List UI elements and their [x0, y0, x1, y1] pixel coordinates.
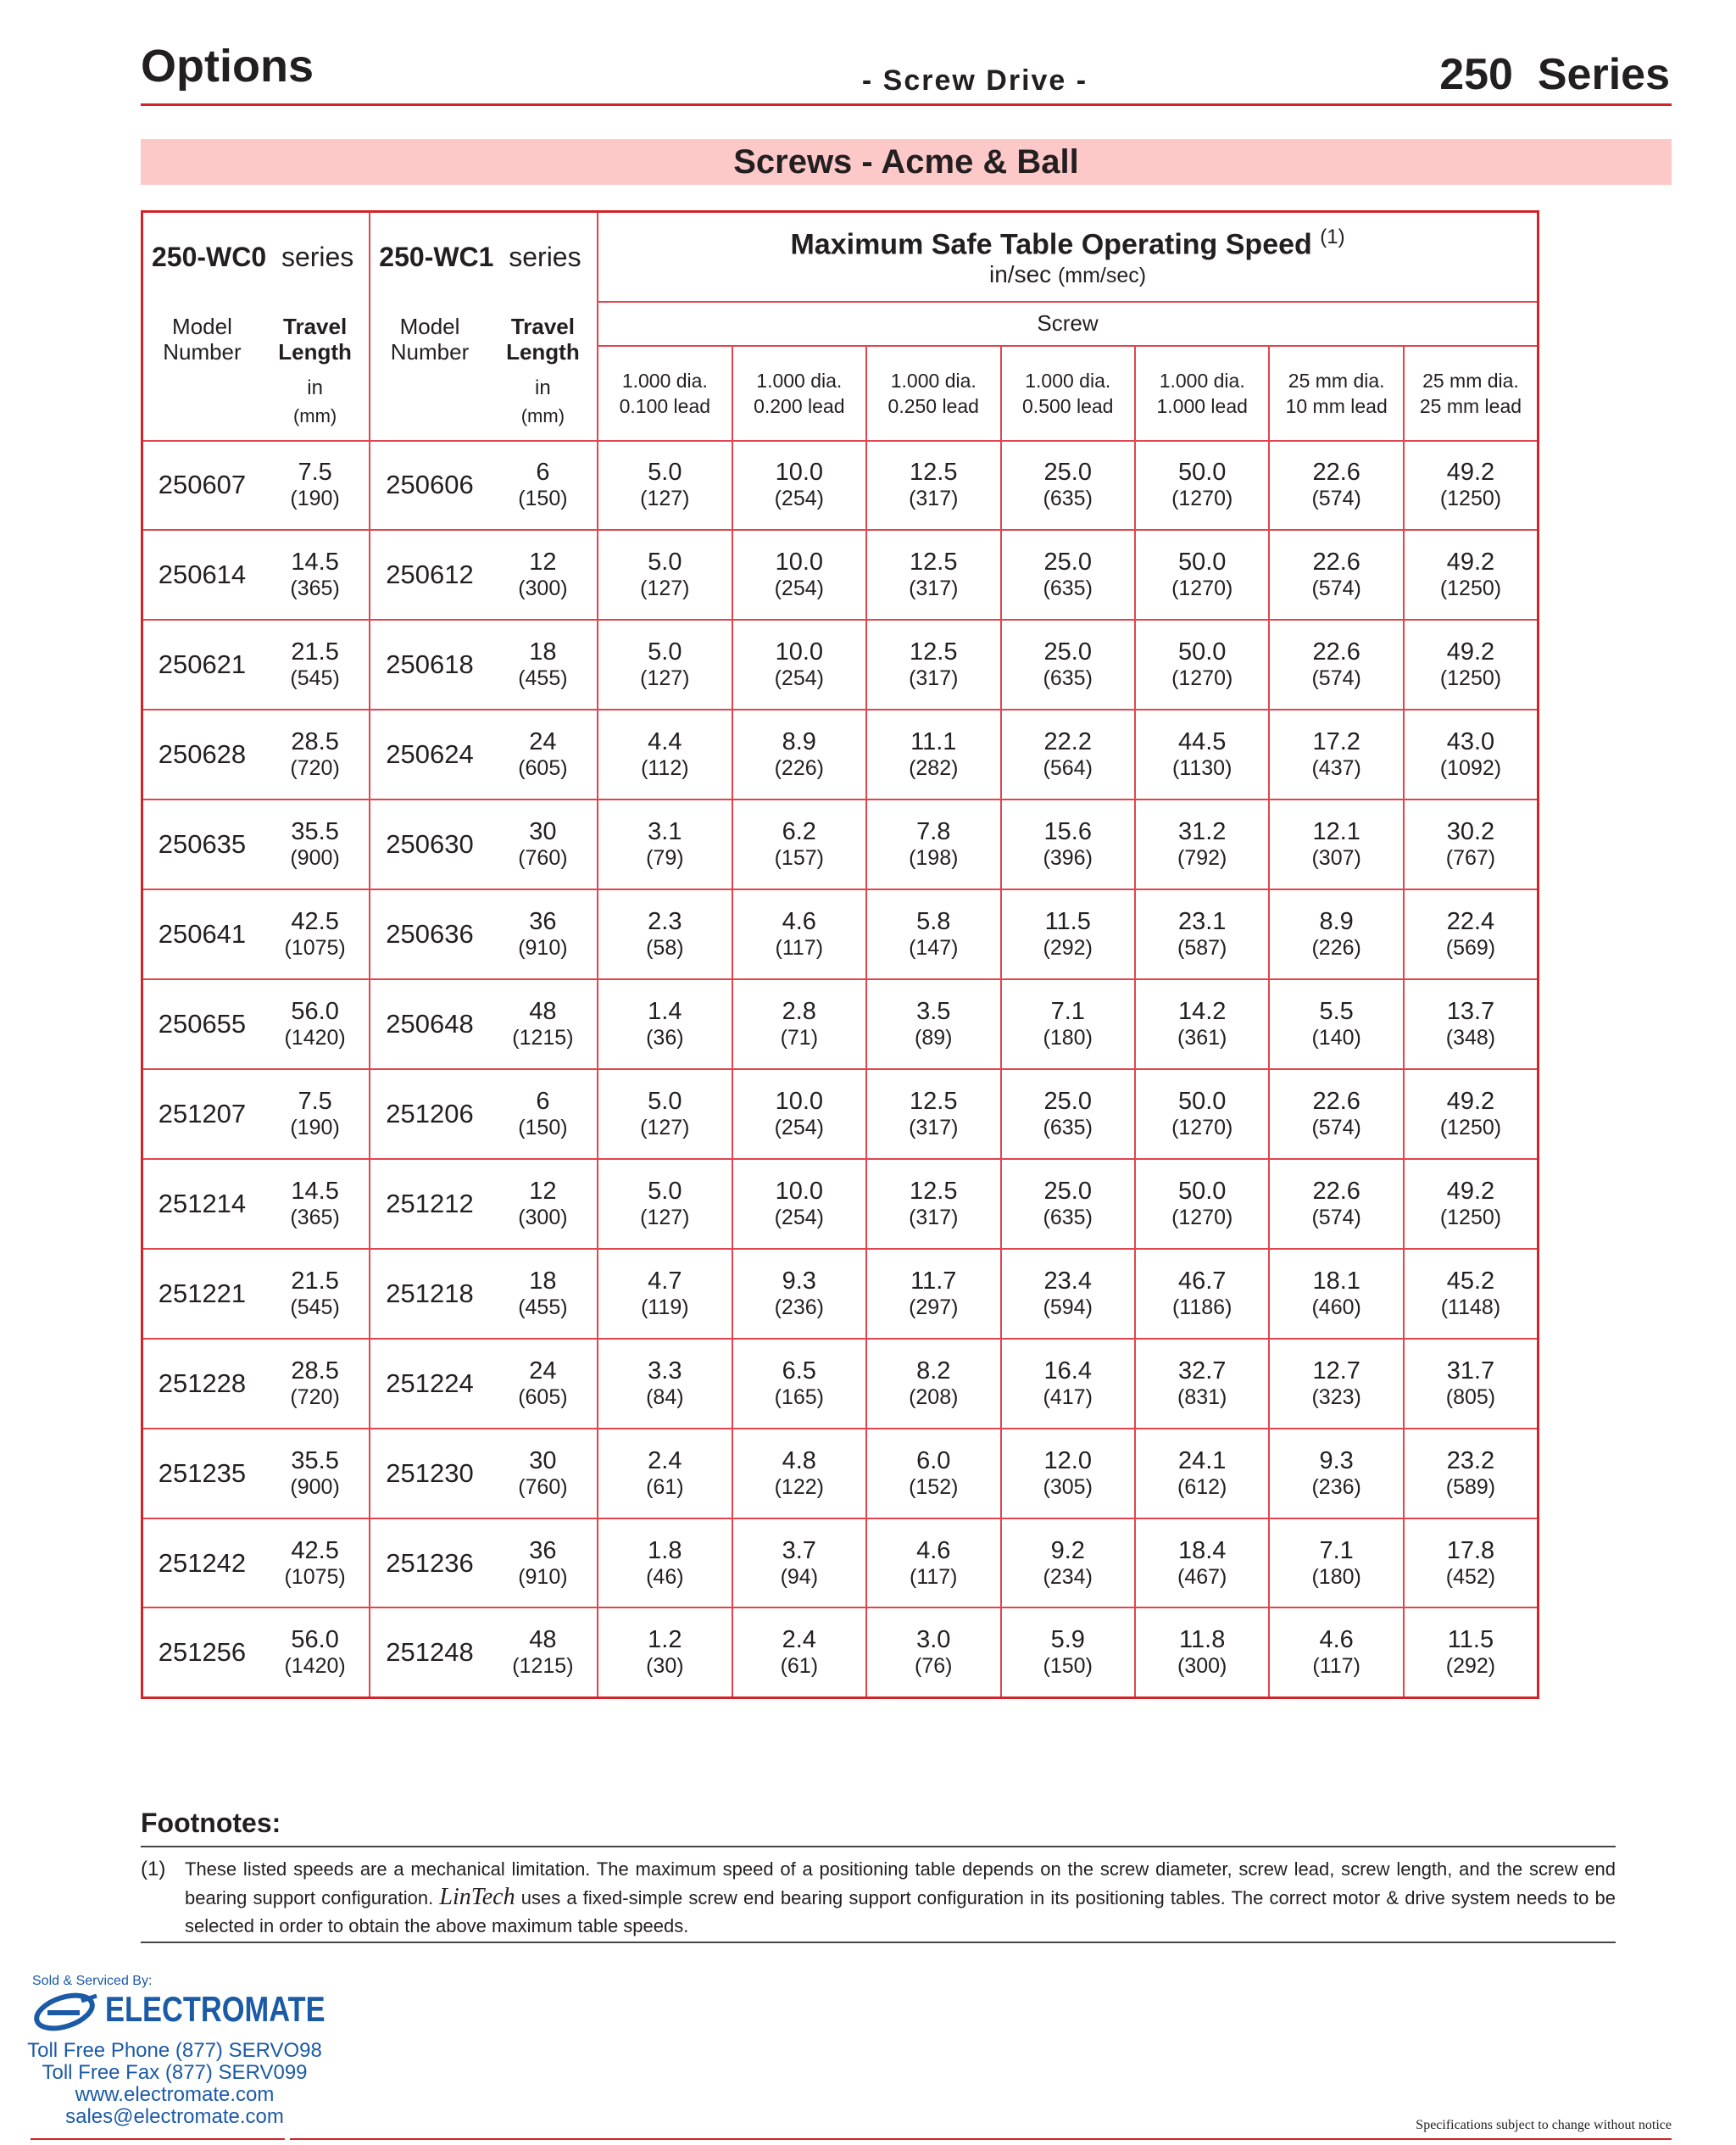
table-row: [142, 889, 1538, 979]
speed-cell: 25.0 (635): [1001, 620, 1135, 710]
wc0-model-number: 251242: [142, 1518, 261, 1608]
speed-cell: 31.7 (805): [1404, 1339, 1538, 1429]
speed-cell: 15.6 (396): [1001, 800, 1135, 889]
screw-size-header: [732, 346, 866, 441]
speed-cell: 50.0 (1270): [1135, 441, 1269, 531]
wc1-model-number: 250612: [370, 530, 488, 620]
wc1-series-code: 250-WC1: [379, 241, 494, 272]
table-row: [142, 1607, 1538, 1697]
speed-cell: 10.0 (254): [732, 441, 866, 531]
speed-cell: 30.2 (767): [1404, 800, 1538, 889]
wc0-travel-length: 35.5 (900): [261, 1429, 370, 1518]
wc1-travel-length: 36 (910): [489, 1518, 598, 1608]
speed-cell: 25.0 (635): [1001, 530, 1135, 620]
speed-cell: 11.5 (292): [1404, 1607, 1538, 1697]
wc1-travel-length: 6 (150): [489, 1069, 598, 1159]
wc0-model-number: 250635: [142, 800, 261, 889]
speed-cell: 32.7 (831): [1135, 1339, 1269, 1429]
speed-cell: 13.7 (348): [1404, 979, 1538, 1069]
speed-cell: 3.1 (79): [598, 800, 732, 889]
footer-divider: [290, 2138, 1672, 2140]
screw-header: Screw: [598, 302, 1538, 346]
speed-cell: 22.6 (574): [1269, 530, 1403, 620]
speed-cell: 22.6 (574): [1269, 1159, 1403, 1249]
wc1-travel-length: 12 (300): [489, 1159, 598, 1249]
speed-cell: 4.7 (119): [598, 1249, 732, 1339]
wc0-travel-length: 56.0 (1420): [261, 979, 370, 1069]
speed-cell: 5.5 (140): [1269, 979, 1403, 1069]
wc1-travel-length: 24 (605): [489, 710, 598, 800]
speed-cell: 8.9 (226): [732, 710, 866, 800]
speed-cell: 22.6 (574): [1269, 1069, 1403, 1159]
speed-cell: 6.5 (165): [732, 1339, 866, 1429]
screw-size-header: [866, 346, 1000, 441]
screw-diameter: 1.000 dia.: [1025, 369, 1111, 392]
wc0-model-number: 251221: [142, 1249, 261, 1339]
speed-cell: 25.0 (635): [1001, 1069, 1135, 1159]
speed-cell: 44.5 (1130): [1135, 710, 1269, 800]
speed-cell: 49.2 (1250): [1404, 620, 1538, 710]
speed-cell: 12.1 (307): [1269, 800, 1403, 889]
speed-cell: 5.0 (127): [598, 441, 732, 531]
speed-cell: 9.3 (236): [1269, 1429, 1403, 1518]
wc1-travel-length: 18 (455): [489, 620, 598, 710]
wc0-model-header: Model Number: [142, 302, 261, 441]
speed-cell: 5.0 (127): [598, 620, 732, 710]
speed-cell: 12.5 (317): [866, 530, 1000, 620]
screw-diameter: 25 mm dia.: [1422, 369, 1519, 392]
footnotes-divider-top: [141, 1846, 1616, 1847]
speed-cell: 1.2 (30): [598, 1607, 732, 1697]
wc1-model-number: 251206: [370, 1069, 488, 1159]
wc0-model-number: 251228: [142, 1339, 261, 1429]
wc0-travel-length: 14.5 (365): [261, 530, 370, 620]
speed-cell: 12.7 (323): [1269, 1339, 1403, 1429]
screw-lead: 0.100 lead: [619, 394, 711, 417]
wc1-travel-length: 6 (150): [489, 441, 598, 531]
table-row: [142, 1249, 1538, 1339]
wc1-travel-length: 30 (760): [489, 1429, 598, 1518]
wc1-model-number: 251236: [370, 1518, 488, 1608]
max-speed-units: in/sec (mm/sec): [989, 260, 1147, 287]
wc0-model-number: 250614: [142, 530, 261, 620]
speed-cell: 50.0 (1270): [1135, 530, 1269, 620]
wc0-model-number: 250607: [142, 441, 261, 531]
table-row: [142, 441, 1538, 531]
wc1-travel-header: Travel Length in (mm): [489, 302, 598, 441]
speed-cell: 8.2 (208): [866, 1339, 1000, 1429]
speed-cell: 49.2 (1250): [1404, 1069, 1538, 1159]
speed-table: [141, 210, 1539, 1699]
speed-cell: 17.8 (452): [1404, 1518, 1538, 1608]
speed-cell: 49.2 (1250): [1404, 530, 1538, 620]
footnotes-title: Footnotes:: [141, 1808, 281, 1838]
speed-cell: 3.3 (84): [598, 1339, 732, 1429]
screw-size-header: [1269, 346, 1403, 441]
speed-cell: 9.3 (236): [732, 1249, 866, 1339]
table-row: [142, 979, 1538, 1069]
speed-cell: 5.8 (147): [866, 889, 1000, 979]
speed-cell: 22.6 (574): [1269, 620, 1403, 710]
table-row: [142, 620, 1538, 710]
speed-cell: 50.0 (1270): [1135, 1159, 1269, 1249]
wc0-travel-length: 7.5 (190): [261, 1069, 370, 1159]
speed-cell: 5.0 (127): [598, 530, 732, 620]
speed-cell: 1.8 (46): [598, 1518, 732, 1608]
screw-diameter: 1.000 dia.: [890, 369, 976, 392]
wc0-travel-length: 42.5 (1075): [261, 1518, 370, 1608]
speed-cell: 5.0 (127): [598, 1159, 732, 1249]
speed-cell: 4.6 (117): [732, 889, 866, 979]
wc0-model-number: 250628: [142, 710, 261, 800]
footnotes-divider-bottom: [141, 1942, 1616, 1943]
footnote-text: These listed speeds are a mechanical limitation. The maximum speed of a positioning table depends on the screw diameter, screw lead, screw length, and the screw end bearing support configuration. LinTech uses a fixed-simple screw end bearing support configuration in its positioning tables. The correct motor & drive system needs to be selected in order to obtain the above maximum table speeds.: [185, 1858, 1616, 1936]
screw-lead: 0.500 lead: [1022, 394, 1114, 417]
wc1-travel-length: 12 (300): [489, 530, 598, 620]
wc1-travel-length: 24 (605): [489, 1339, 598, 1429]
dealer-phone: Toll Free Phone (877) SERVO98: [27, 2039, 322, 2062]
wc1-model-number: 250630: [370, 800, 488, 889]
speed-cell: 17.2 (437): [1269, 710, 1403, 800]
wc0-model-number: 250641: [142, 889, 261, 979]
speed-cell: 23.4 (594): [1001, 1249, 1135, 1339]
table-body: [142, 441, 1538, 1698]
speed-cell: 12.5 (317): [866, 1159, 1000, 1249]
speed-cell: 5.0 (127): [598, 1069, 732, 1159]
speed-cell: 25.0 (635): [1001, 1159, 1135, 1249]
speed-cell: 22.4 (569): [1404, 889, 1538, 979]
wc0-series-word: series: [281, 241, 354, 272]
speed-cell: 14.2 (361): [1135, 979, 1269, 1069]
footnote-number: (1): [141, 1858, 166, 1880]
wc1-model-number: 250606: [370, 441, 488, 531]
screw-lead: 0.250 lead: [887, 394, 979, 417]
dealer-name: ELECTROMATE: [105, 1989, 326, 2029]
wc0-travel-header: Travel Length in (mm): [261, 302, 370, 441]
speed-cell: 2.8 (71): [732, 979, 866, 1069]
series-label: 250 Series: [1439, 50, 1670, 99]
wc0-model-number: 251207: [142, 1069, 261, 1159]
footnote-ref: (1): [1320, 225, 1345, 248]
wc0-model-number: 251256: [142, 1607, 261, 1697]
wc1-model-header: Model Number: [370, 302, 488, 441]
speed-cell: 49.2 (1250): [1404, 441, 1538, 531]
table-row: [142, 1429, 1538, 1518]
speed-cell: 10.0 (254): [732, 530, 866, 620]
speed-cell: 10.0 (254): [732, 1069, 866, 1159]
speed-cell: 18.4 (467): [1135, 1518, 1269, 1608]
speed-cell: 9.2 (234): [1001, 1518, 1135, 1608]
speed-cell: 4.4 (112): [598, 710, 732, 800]
speed-cell: 7.8 (198): [866, 800, 1000, 889]
wc0-travel-length: 14.5 (365): [261, 1159, 370, 1249]
speed-cell: 25.0 (635): [1001, 441, 1135, 531]
speed-cell: 50.0 (1270): [1135, 1069, 1269, 1159]
speed-cell: 10.0 (254): [732, 1159, 866, 1249]
wc1-travel-length: 18 (455): [489, 1249, 598, 1339]
speed-cell: 2.4 (61): [598, 1429, 732, 1518]
wc0-series-code: 250-WC0: [152, 241, 267, 272]
speed-cell: 46.7 (1186): [1135, 1249, 1269, 1339]
screw-diameter: 1.000 dia.: [1159, 369, 1245, 392]
table-row: [142, 1339, 1538, 1429]
wc0-travel-length: 21.5 (545): [261, 620, 370, 710]
speed-cell: 16.4 (417): [1001, 1339, 1135, 1429]
speed-cell: 2.3 (58): [598, 889, 732, 979]
wc0-model-number: 250655: [142, 979, 261, 1069]
speed-cell: 18.1 (460): [1269, 1249, 1403, 1339]
header-divider: [141, 103, 1672, 106]
screw-diameter: 25 mm dia.: [1288, 369, 1385, 392]
speed-cell: 3.0 (76): [866, 1607, 1000, 1697]
spec-notice: Specifications subject to change without notice: [1416, 2118, 1672, 2132]
wc0-travel-length: 35.5 (900): [261, 800, 370, 889]
sold-by-label: Sold & Serviced By:: [32, 1974, 153, 1988]
wc0-model-number: 250621: [142, 620, 261, 710]
speed-cell: 5.9 (150): [1001, 1607, 1135, 1697]
screw-size-header: [598, 346, 732, 441]
table-row: [142, 1518, 1538, 1608]
wc1-travel-length: 30 (760): [489, 800, 598, 889]
dealer-website-link[interactable]: www.electromate.com: [75, 2083, 275, 2106]
speed-cell: 11.5 (292): [1001, 889, 1135, 979]
speed-cell: 23.2 (589): [1404, 1429, 1538, 1518]
wc1-model-number: 251248: [370, 1607, 488, 1697]
speed-cell: 45.2 (1148): [1404, 1249, 1538, 1339]
speed-cell: 22.6 (574): [1269, 441, 1403, 531]
wc0-model-number: 251235: [142, 1429, 261, 1518]
wc0-series-header: [142, 212, 370, 302]
table-row: [142, 530, 1538, 620]
wc1-model-number: 250624: [370, 710, 488, 800]
screw-size-header: [1001, 346, 1135, 441]
speed-cell: 6.0 (152): [866, 1429, 1000, 1518]
speed-cell: 12.0 (305): [1001, 1429, 1135, 1518]
speed-cell: 31.2 (792): [1135, 800, 1269, 889]
speed-cell: 22.2 (564): [1001, 710, 1135, 800]
speed-cell: 7.1 (180): [1001, 979, 1135, 1069]
screw-diameter: 1.000 dia.: [621, 369, 708, 392]
speed-cell: 1.4 (36): [598, 979, 732, 1069]
wc1-travel-length: 48 (1215): [489, 1607, 598, 1697]
speed-cell: 4.6 (117): [1269, 1607, 1403, 1697]
wc0-travel-length: 42.5 (1075): [261, 889, 370, 979]
speed-cell: 24.1 (612): [1135, 1429, 1269, 1518]
table-row: [142, 710, 1538, 800]
speed-cell: 10.0 (254): [732, 620, 866, 710]
speed-cell: 12.5 (317): [866, 620, 1000, 710]
table-row: [142, 800, 1538, 889]
wc1-model-number: 250648: [370, 979, 488, 1069]
max-speed-header: [598, 212, 1538, 302]
dealer-fax: Toll Free Fax (877) SERV099: [42, 2061, 308, 2084]
speed-cell: 4.8 (122): [732, 1429, 866, 1518]
screw-diameter: 1.000 dia.: [756, 369, 843, 392]
speed-cell: 7.1 (180): [1269, 1518, 1403, 1608]
wc0-model-number: 251214: [142, 1159, 261, 1249]
speed-cell: 12.5 (317): [866, 441, 1000, 531]
wc1-travel-length: 48 (1215): [489, 979, 598, 1069]
speed-cell: 49.2 (1250): [1404, 1159, 1538, 1249]
speed-cell: 4.6 (117): [866, 1518, 1000, 1608]
speed-cell: 11.7 (297): [866, 1249, 1000, 1339]
speed-cell: 3.5 (89): [866, 979, 1000, 1069]
speed-cell: 3.7 (94): [732, 1518, 866, 1608]
wc1-series-word: series: [509, 241, 581, 272]
wc0-travel-length: 21.5 (545): [261, 1249, 370, 1339]
speed-cell: 11.1 (282): [866, 710, 1000, 800]
speed-cell: 50.0 (1270): [1135, 620, 1269, 710]
speed-cell: 8.9 (226): [1269, 889, 1403, 979]
dealer-email-link[interactable]: sales@electromate.com: [65, 2105, 284, 2128]
wc1-model-number: 250636: [370, 889, 488, 979]
footer-divider-left: [31, 2138, 285, 2140]
wc1-series-header: [370, 212, 598, 302]
wc1-travel-length: 36 (910): [489, 889, 598, 979]
wc0-travel-length: 7.5 (190): [261, 441, 370, 531]
speed-cell: 11.8 (300): [1135, 1607, 1269, 1697]
table-row: [142, 1159, 1538, 1249]
wc1-model-number: 251212: [370, 1159, 488, 1249]
screw-size-header: [1404, 346, 1538, 441]
max-speed-title: Maximum Safe Table Operating Speed $^{(1)}$: [790, 225, 1345, 260]
speed-cell: 6.2 (157): [732, 800, 866, 889]
wc1-model-number: 251218: [370, 1249, 488, 1339]
wc0-travel-length: 28.5 (720): [261, 710, 370, 800]
speed-cell: 43.0 (1092): [1404, 710, 1538, 800]
page-title: Options: [141, 41, 314, 92]
table-row: [142, 1069, 1538, 1159]
screw-size-header: [1135, 346, 1269, 441]
screw-lead: 0.200 lead: [754, 394, 845, 417]
speed-cell: 23.1 (587): [1135, 889, 1269, 979]
wc0-travel-length: 28.5 (720): [261, 1339, 370, 1429]
screw-lead: 10 mm lead: [1285, 394, 1388, 417]
section-subtitle: - Screw Drive -: [861, 64, 1088, 97]
wc1-model-number: 251224: [370, 1339, 488, 1429]
section-banner: Screws - Acme & Ball: [141, 139, 1672, 185]
screw-lead: 1.000 lead: [1156, 394, 1248, 417]
wc1-model-number: 250618: [370, 620, 488, 710]
wc1-model-number: 251230: [370, 1429, 488, 1518]
screw-lead: 25 mm lead: [1419, 394, 1522, 417]
wc0-travel-length: 56.0 (1420): [261, 1607, 370, 1697]
speed-cell: 2.4 (61): [732, 1607, 866, 1697]
speed-cell: 12.5 (317): [866, 1069, 1000, 1159]
brand-name: LinTech: [439, 1884, 515, 1910]
